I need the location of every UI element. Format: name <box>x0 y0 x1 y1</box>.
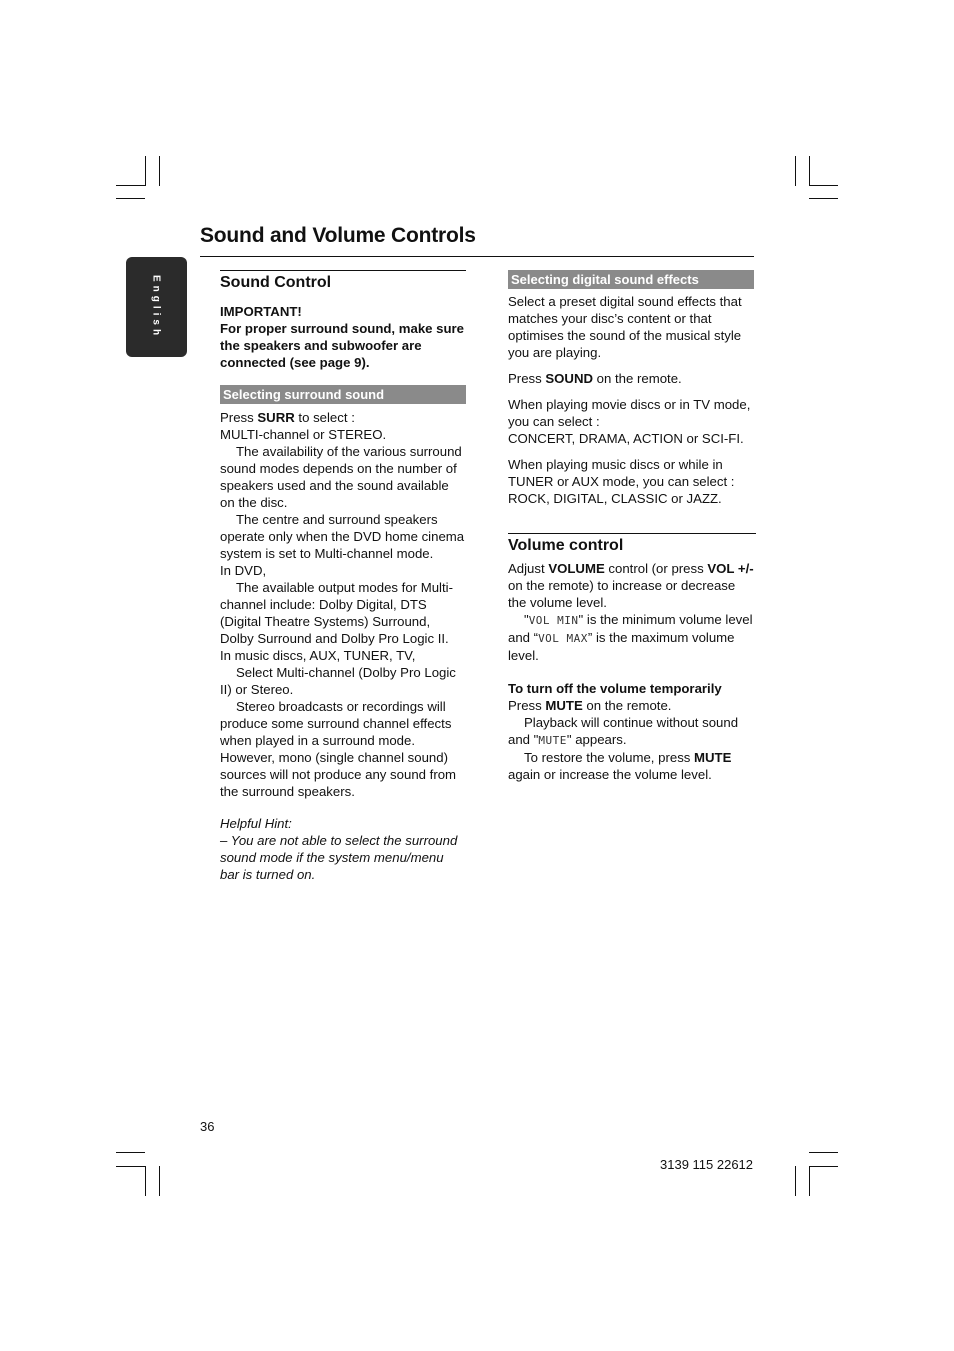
crop-mark <box>116 198 145 199</box>
crop-mark <box>116 1166 145 1167</box>
subsection-heading-surround: Selecting surround sound <box>220 385 466 404</box>
section-heading-sound-control: Sound Control <box>220 274 332 291</box>
language-tab <box>126 257 187 357</box>
subsection-heading-digital: Selecting digital sound effects <box>508 270 754 289</box>
mute-key: MUTE <box>545 698 583 713</box>
para-stereo: Stereo broadcasts or recordings will produce some surround channel effects when played in a surround mode. However, mono (single channel sound) sources will not produce any sound from the surround speakers. <box>220 699 457 799</box>
crop-mark <box>809 156 810 186</box>
crop-mark <box>809 1166 838 1167</box>
crop-mark <box>116 1152 145 1153</box>
para-modes: The available output modes for Multi-channel include: Dolby Digital, DTS (Digital Theatre Systems) Surround, Dolby Surround and Dolby Pro Logic II. <box>220 580 453 646</box>
para-select: Select Multi-channel (Dolby Pro Logic II) or Stereo. <box>220 665 456 697</box>
text: again or increase the volume level. <box>508 767 712 782</box>
crop-mark <box>809 1152 838 1153</box>
text: on the remote. <box>593 371 682 386</box>
vol-range-para <box>508 611 756 664</box>
surr-key: SURR <box>257 410 295 425</box>
hint-text: – You are not able to select the surround sound mode if the system menu/menu bar is turned on. <box>220 833 458 882</box>
text: Press <box>508 371 546 386</box>
left-column <box>220 270 466 883</box>
mute-key-restore: MUTE <box>694 750 732 765</box>
crop-mark <box>809 1166 810 1196</box>
volume-control-section <box>508 533 756 555</box>
page-title: Sound and Volume Controls <box>200 224 476 247</box>
in-dvd: In DVD, <box>220 563 267 578</box>
hint-label: Helpful Hint: <box>220 816 292 831</box>
restore-para <box>508 749 756 783</box>
text: Press <box>508 698 546 713</box>
text: on the remote. <box>582 698 672 713</box>
vol-key: VOL +/- <box>707 561 754 576</box>
mute-playback-para <box>508 714 756 749</box>
crop-mark <box>159 156 160 186</box>
text: " <box>524 612 529 627</box>
surround-options: MULTI-channel or STEREO. <box>220 427 387 442</box>
press-surr-line <box>220 409 466 426</box>
right-column <box>508 270 756 783</box>
sound-control-section <box>220 270 466 292</box>
press-sound-line <box>508 370 756 387</box>
text: ” is the maximum volume level. <box>508 630 735 663</box>
para-music-intro: When playing music discs or while in TUNER or AUX mode, you can select : <box>508 457 735 489</box>
text: To restore the volume, press <box>524 750 695 765</box>
text: control (or press <box>604 561 708 576</box>
para-centre: The centre and surround speakers operate only when the DVD home cinema system is set to Multi-channel mode. <box>220 512 465 561</box>
para-movie-intro: When playing movie discs or in TV mode, you can select : <box>508 397 751 429</box>
crop-mark <box>809 198 838 199</box>
in-music: In music discs, AUX, TUNER, TV, <box>220 648 416 663</box>
language-tab-label: English <box>150 274 162 340</box>
section-heading-volume: Volume control <box>508 537 624 554</box>
title-rule <box>200 256 754 257</box>
mute-display: MUTE <box>538 734 567 747</box>
crop-mark <box>159 1166 160 1196</box>
para-intro: Select a preset digital sound effects that matches your disc’s content or that optimises the sound of the musical style you are playing. <box>508 294 742 360</box>
vol-min-display: VOL MIN <box>528 614 579 627</box>
page-number: 36 <box>200 1119 215 1134</box>
important-text: For proper surround sound, make sure the speakers and subwoofer are connected (see page 9). <box>220 321 465 370</box>
mute-heading: To turn off the volume temporarily <box>508 681 722 696</box>
text: Playback will continue without sound and " <box>508 715 739 747</box>
para-availability: The availability of the various surround sound modes depends on the number of speakers used and the sound available on the disc. <box>220 444 462 510</box>
press-mute-line <box>508 697 756 714</box>
volume-key: VOLUME <box>548 561 605 576</box>
text: Adjust <box>508 561 549 576</box>
important-label: IMPORTANT! <box>220 304 302 319</box>
text: on the remote) to increase or decrease the volume level. <box>508 578 736 610</box>
crop-mark <box>116 185 145 186</box>
text: Press <box>220 410 258 425</box>
crop-mark <box>145 1166 146 1196</box>
adjust-volume-para <box>508 560 756 611</box>
document-code: 3139 115 22612 <box>660 1157 754 1172</box>
text: " appears. <box>566 732 627 747</box>
crop-mark <box>795 156 796 186</box>
music-options: ROCK, DIGITAL, CLASSIC or JAZZ. <box>508 491 722 506</box>
crop-mark <box>795 1166 796 1196</box>
crop-mark <box>809 185 838 186</box>
sound-key: SOUND <box>545 371 593 386</box>
vol-max-display: VOL MAX <box>538 632 588 645</box>
crop-mark <box>145 156 146 186</box>
text: " is the minimum volume level and “ <box>508 612 753 645</box>
movie-options: CONCERT, DRAMA, ACTION or SCI-FI. <box>508 431 744 446</box>
text: to select : <box>294 410 355 425</box>
